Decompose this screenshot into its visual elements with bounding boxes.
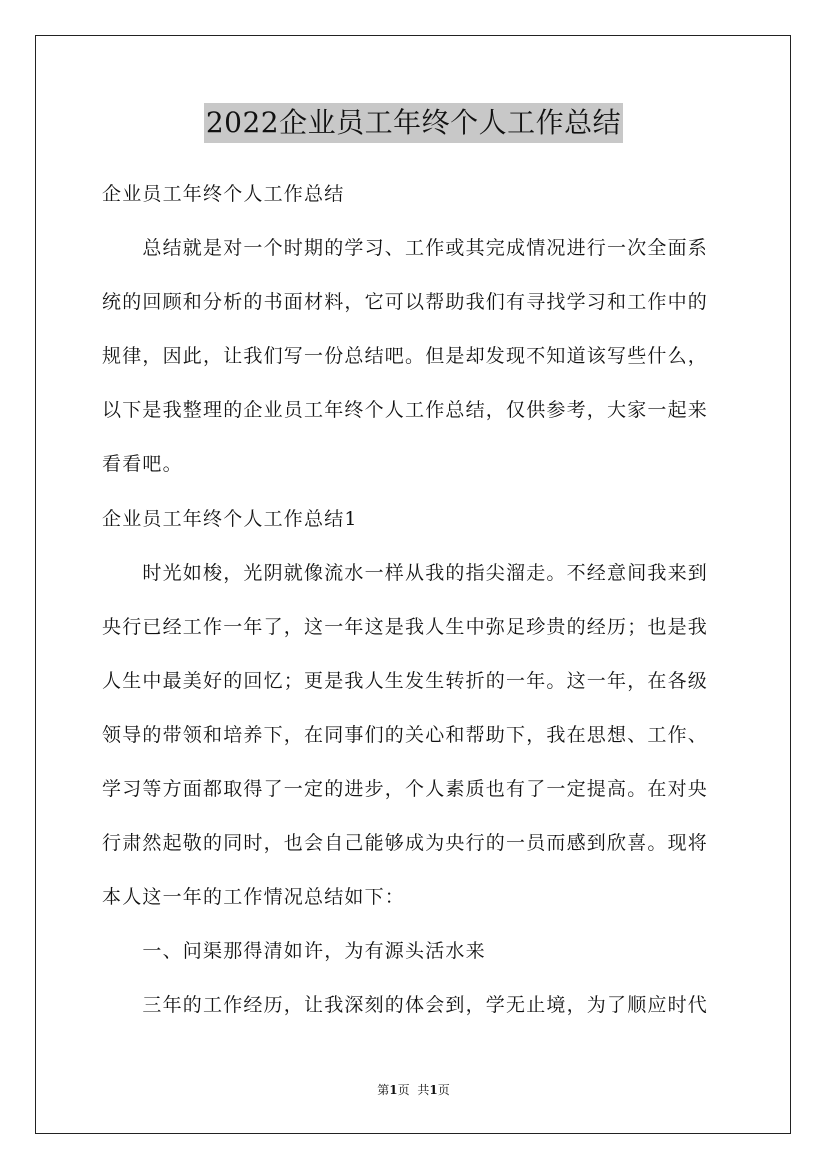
- page-footer: [0, 1082, 827, 1098]
- body-line: 学习等方面都取得了一定的进步，个人素质也有了一定提高。在对央: [102, 778, 709, 800]
- body-line: 领导的带领和培养下，在同事们的关心和帮助下，我在思想、工作、: [102, 724, 709, 746]
- body-line: 总结就是对一个时期的学习、工作或其完成情况进行一次全面系: [102, 237, 709, 259]
- subheading-line: 一、问渠那得清如许，为有源头活水来: [102, 940, 486, 962]
- total-prefix: 共: [417, 1083, 430, 1097]
- section-heading: 企业员工年终个人工作总结1: [102, 508, 358, 530]
- subtitle-line: 企业员工年终个人工作总结: [102, 183, 345, 205]
- total-pages: 1: [429, 1083, 438, 1097]
- page-suffix: 页: [397, 1083, 410, 1097]
- title-container: [0, 103, 827, 143]
- total-suffix: 页: [437, 1083, 450, 1097]
- body-line: 人生中最美好的回忆；更是我人生发生转折的一年。这一年，在各级: [102, 670, 709, 692]
- body-line: 时光如梭，光阴就像流水一样从我的指尖溜走。不经意间我来到: [102, 562, 709, 584]
- body-line: 行肃然起敬的同时，也会自己能够成为央行的一员而感到欣喜。现将: [102, 832, 709, 854]
- body-line: 以下是我整理的企业员工年终个人工作总结，仅供参考，大家一起来: [102, 399, 709, 421]
- page-number: 1: [389, 1083, 398, 1097]
- body-line: 央行已经工作一年了，这一年这是我人生中弥足珍贵的经历；也是我: [102, 616, 709, 638]
- document-title: 2022企业员工年终个人工作总结: [204, 103, 623, 143]
- body-line: 看看吧。: [102, 453, 183, 475]
- body-line: 三年的工作经历，让我深刻的体会到，学无止境，为了顺应时代: [102, 994, 709, 1016]
- body-line: 规律，因此，让我们写一份总结吧。但是却发现不知道该写些什么，: [102, 345, 709, 367]
- page-prefix: 第: [377, 1083, 390, 1097]
- body-line: 本人这一年的工作情况总结如下：: [102, 886, 406, 908]
- body-line: 统的回顾和分析的书面材料，它可以帮助我们有寻找学习和工作中的: [102, 291, 709, 313]
